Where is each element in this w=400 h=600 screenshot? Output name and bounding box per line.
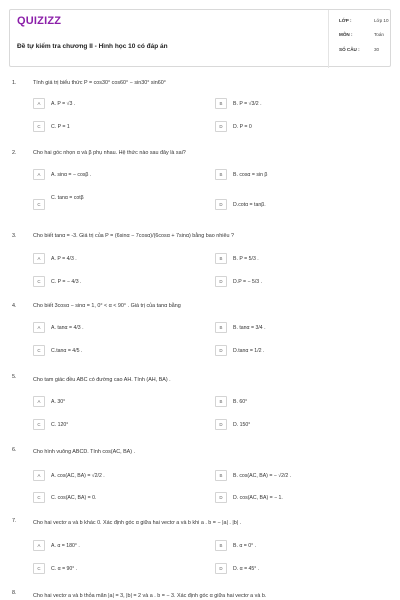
meta-count-value: 30 [374,47,380,52]
option-letter-badge: D [215,121,227,132]
option-letter-badge: C [33,563,45,574]
option-b[interactable] [215,169,375,180]
option-text: D.P = − 5/3 . [233,278,263,285]
option-d[interactable] [215,563,375,574]
option-a[interactable] [33,253,193,264]
option-letter-badge: D [215,492,227,503]
option-letter-badge: D [215,345,227,356]
question-text: Cho hai vectơ a và b thỏa mãn |a| = 3, |b| = 2 và a . b = − 3. Xác định góc α giữa hai vectơ a và b. [33,593,267,599]
option-c[interactable] [33,419,193,430]
option-c[interactable] [33,195,193,210]
option-text: A. sinα = − cosβ . [51,171,92,178]
question-number: 7. [12,518,17,524]
meta-class-value: Lớp 10 [374,18,389,23]
question-number: 1. [12,80,17,86]
option-text: D.tanα = 1/2 . [233,347,265,354]
question-number: 5. [12,374,17,380]
question-text: Cho biết tanα = -3. Giá trị của P = (6sinα − 7cosα)/(6cosα + 7sinα) bằng bao nhiêu ? [33,233,234,239]
option-text: B. cos(AC, BA) = − √2/2 . [233,472,292,479]
option-text: C. P = − 4/3 . [51,278,82,285]
question-text: Cho biết 3cosα − sinα = 1, 0° < α < 90° . Giá trị của tanα bằng [33,303,181,309]
option-letter-badge: A [33,540,45,551]
meta-class-label: LỚP : [339,18,352,23]
option-a[interactable] [33,470,193,481]
option-letter-badge: C [33,121,45,132]
option-a[interactable] [33,322,193,333]
option-text: A. cos(AC, BA) = √2/2 . [51,472,105,479]
option-d[interactable] [215,276,375,287]
option-letter-badge: A [33,470,45,481]
question-text: Tính giá trị biểu thức P = cos30° cos60° − sin30° sin60° [33,80,166,86]
option-text: A. P = √3 . [51,100,76,107]
question-number: 8. [12,590,17,596]
option-text: D. P = 0 [233,123,252,130]
option-d[interactable] [215,199,375,210]
option-letter-badge: A [33,253,45,264]
option-letter-badge: B [215,470,227,481]
option-text: B. P = 5/3 . [233,255,259,262]
option-letter-badge: A [33,169,45,180]
option-b[interactable] [215,253,375,264]
option-letter-badge: C [33,419,45,430]
question-text: Cho hình vuông ABCD. Tính cos(AC, BA) . [33,449,136,455]
option-d[interactable] [215,419,375,430]
option-c[interactable] [33,563,193,574]
option-letter-badge: C [33,492,45,503]
option-a[interactable] [33,98,193,109]
question-number: 3. [12,233,17,239]
option-a[interactable] [33,169,193,180]
option-b[interactable] [215,396,375,407]
option-text: A. 30° [51,398,66,405]
option-letter-badge: B [215,322,227,333]
option-text: A. tanα = 4/3 . [51,324,84,331]
option-letter-badge: A [33,322,45,333]
option-text: B. 60° [233,398,248,405]
quizizz-logo: QUIZIZZ [17,15,62,27]
question-number: 6. [12,447,17,453]
option-text: D. 150° [233,421,251,428]
question-number: 4. [12,303,17,309]
option-c[interactable] [33,276,193,287]
option-c[interactable] [33,121,193,132]
option-letter-badge: B [215,396,227,407]
option-d[interactable] [215,492,375,503]
quiz-title: Đề tự kiểm tra chương II - Hình học 10 có đáp án [17,43,168,50]
option-letter-badge: C [33,276,45,287]
option-letter-badge: A [33,396,45,407]
option-text: D. cos(AC, BA) = − 1. [233,494,283,501]
option-text: C. 120° [51,421,69,428]
option-b[interactable] [215,540,375,551]
meta-count-label: SỐ CÂU : [339,47,360,52]
option-b[interactable] [215,98,375,109]
question-text: Cho hai góc nhọn α và β phụ nhau. Hệ thức nào sau đây là sai? [33,150,186,156]
option-letter-badge: D [215,199,227,210]
option-letter-badge: B [215,540,227,551]
option-d[interactable] [215,121,375,132]
question-text: Cho tam giác đều ABC có đường cao AH. Tính (AH, BA) . [33,377,171,383]
option-c[interactable] [33,345,193,356]
meta-subject-value: Toán [374,32,384,37]
option-text: C. cos(AC, BA) = 0. [51,494,97,501]
option-letter-badge: D [215,276,227,287]
meta-subject-label: MÔN : [339,32,353,37]
option-text: A. P = 4/3 . [51,255,77,262]
option-text: D. α = 45° . [233,565,260,572]
option-b[interactable] [215,322,375,333]
question-text: Cho hai vectơ a và b khác 0. Xác định góc α giữa hai vectơ a và b khi a . b = − |a| . |b| . [33,520,242,526]
option-text: C. P = 1 [51,123,70,130]
option-b[interactable] [215,470,375,481]
option-text: B. α = 0° . [233,542,257,549]
option-text: C. tanα = cotβ [51,195,84,201]
option-a[interactable] [33,540,193,551]
option-text: D.cotα = tanβ. [233,201,266,208]
option-letter-badge: D [215,419,227,430]
option-text: B. tanα = 3/4 . [233,324,266,331]
header-divider [328,10,329,68]
option-letter-badge: B [215,253,227,264]
option-a[interactable] [33,396,193,407]
option-letter-badge: C [33,199,45,210]
option-letter-badge: A [33,98,45,109]
option-letter-badge: D [215,563,227,574]
option-d[interactable] [215,345,375,356]
option-c[interactable] [33,492,193,503]
option-letter-badge: B [215,98,227,109]
question-number: 2. [12,150,17,156]
option-text: C.tanα = 4/5 . [51,347,83,354]
option-text: A. α = 180° . [51,542,80,549]
option-text: C. α = 90° . [51,565,78,572]
option-letter-badge: C [33,345,45,356]
option-text: B. P = √3/2 . [233,100,262,107]
option-text: B. cosα = sin β [233,171,268,178]
option-letter-badge: B [215,169,227,180]
header-card [9,9,391,67]
